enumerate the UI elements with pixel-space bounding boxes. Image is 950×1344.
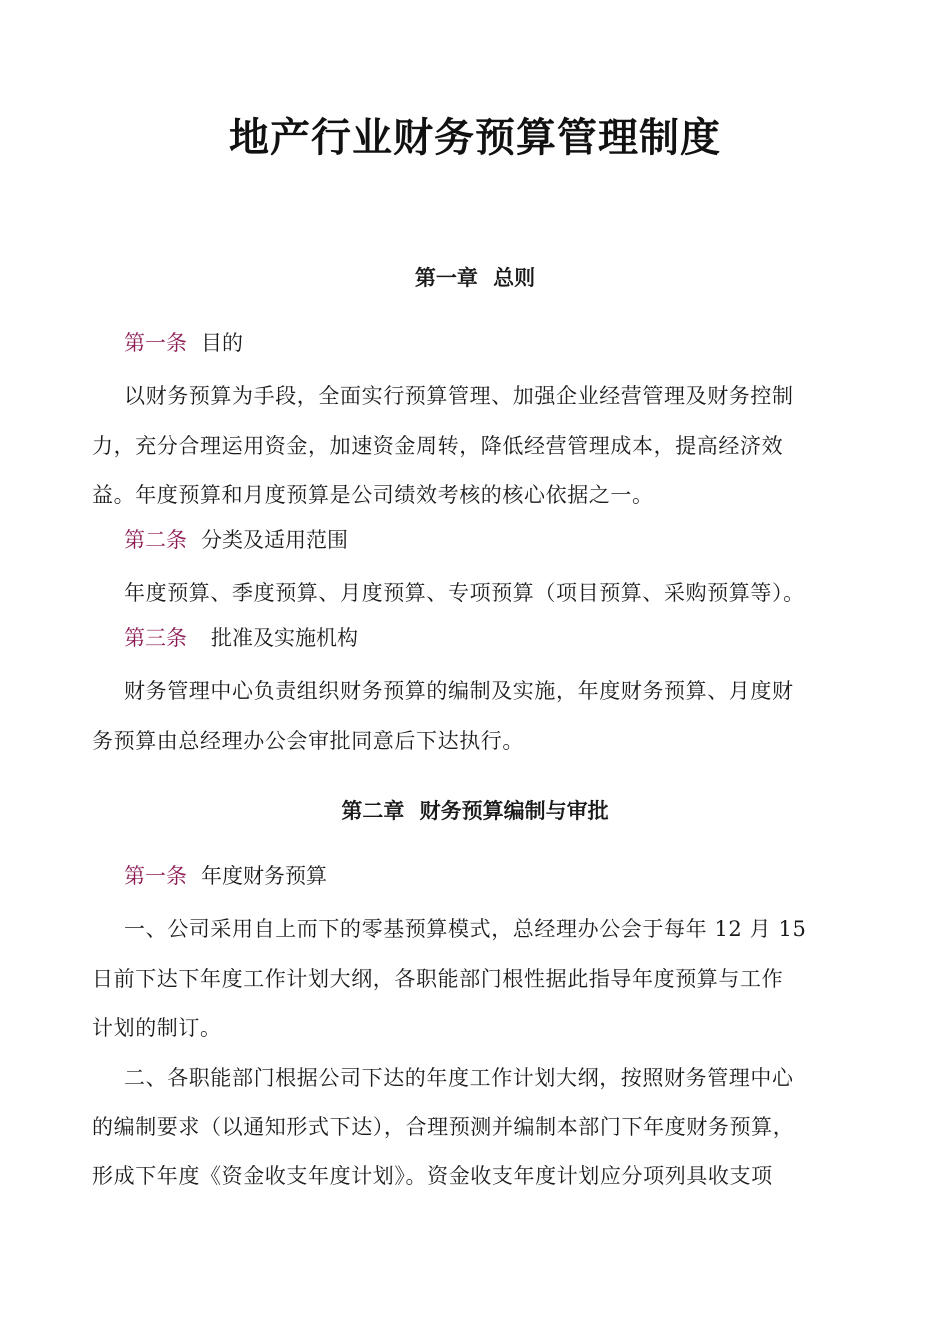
chapter-name: 总则 <box>493 266 536 290</box>
paragraph-line: 的编制要求（以通知形式下达），合理预测并编制本部门下年度财务预算， <box>92 1115 795 1139</box>
paragraph-line: 二、各职能部门根据公司下达的年度工作计划大纲，按照财务管理中心 <box>124 1066 794 1090</box>
article-number: 第二条 <box>124 528 187 552</box>
article-name: 分类及适用范围 <box>201 528 348 552</box>
paragraph-line: 一、公司采用自上而下的零基预算模式，总经理办公会于每年 12 月 15 <box>124 917 807 941</box>
article-heading <box>124 861 327 891</box>
paragraph-line: 形成下年度《资金收支年度计划》。资金收支年度计划应分项列具收支项 <box>92 1164 773 1188</box>
paragraph-line: 财务管理中心负责组织财务预算的编制及实施，年度财务预算、月度财 <box>124 679 794 703</box>
paragraph-line: 以财务预算为手段，全面实行预算管理、加强企业经营管理及财务控制 <box>124 384 794 408</box>
chapter-number: 第二章 <box>341 799 405 823</box>
paragraph-line: 年度预算、季度预算、月度预算、专项预算（项目预算、采购预算等）。 <box>124 581 805 605</box>
paragraph-line: 力，充分合理运用资金，加速资金周转，降低经营管理成本，提高经济效 <box>92 434 784 458</box>
chapter-2-heading <box>0 796 950 826</box>
paragraph-line: 日前下达下年度工作计划大纲，各职能部门根性据此指导年度预算与工作 <box>92 967 784 991</box>
chapter-1-heading <box>0 263 950 293</box>
article-number: 第一条 <box>124 331 187 355</box>
article-number: 第一条 <box>124 864 187 888</box>
document-title: 地产行业财务预算管理制度 <box>229 115 721 161</box>
article-name: 目的 <box>201 331 243 355</box>
article-name: 批准及实施机构 <box>211 626 358 650</box>
article-heading <box>124 328 243 358</box>
article-name: 年度财务预算 <box>201 864 327 888</box>
paragraph-line: 益。年度预算和月度预算是公司绩效考核的核心依据之一。 <box>92 483 654 507</box>
chapter-name: 财务预算编制与审批 <box>419 799 609 823</box>
chapter-number: 第一章 <box>414 266 478 290</box>
paragraph-line: 计划的制订。 <box>92 1016 222 1040</box>
article-number: 第三条 <box>124 626 187 650</box>
paragraph-line: 务预算由总经理办公会审批同意后下达执行。 <box>92 729 524 753</box>
article-heading <box>124 525 348 555</box>
article-heading <box>124 623 358 653</box>
